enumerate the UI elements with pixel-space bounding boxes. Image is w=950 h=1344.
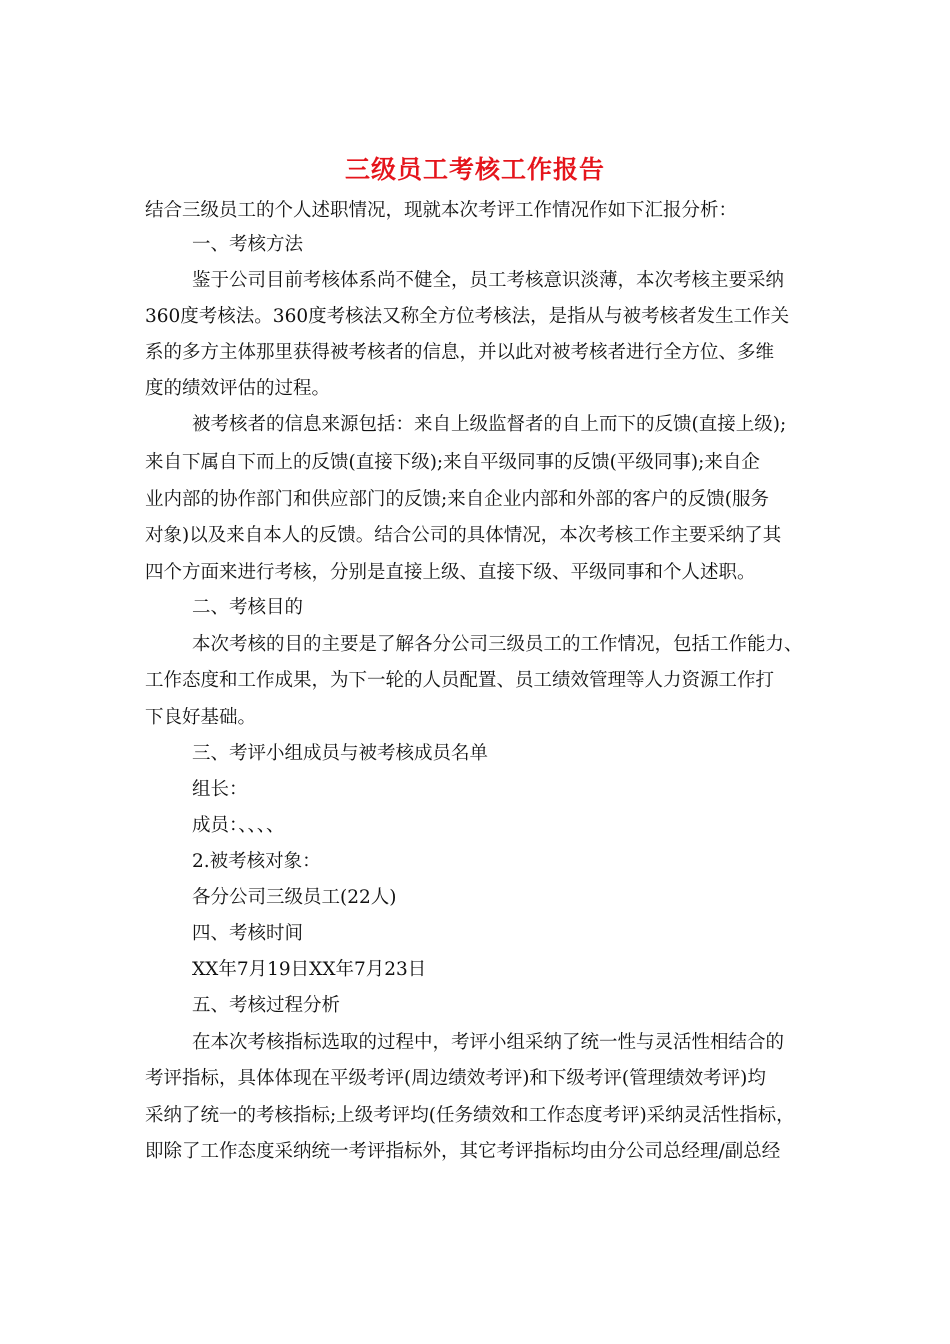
paragraph-line: 四个方面来进行考核，分别是直接上级、直接下级、平级同事和个人述职。 (145, 562, 756, 583)
paragraph-line: 即除了工作态度采纳统一考评指标外，其它考评指标均由分公司总经理/副总经 (145, 1141, 781, 1162)
paragraph-line: 考评指标，具体体现在平级考评(周边绩效考评)和下级考评(管理绩效考评)均 (145, 1068, 766, 1089)
paragraph-line: 对象)以及来自本人的反馈。结合公司的具体情况，本次考核工作主要采纳了其 (145, 525, 782, 546)
section-heading: 五、考核过程分析 (192, 995, 341, 1016)
section-heading: 四、考核时间 (192, 923, 304, 944)
paragraph-line: 被考核者的信息来源包括：来自上级监督者的自上而下的反馈(直接上级); (192, 414, 787, 435)
paragraph-line: 来自下属自下而上的反馈(直接下级);来自平级同事的反馈(平级同事);来自企 (145, 452, 760, 473)
section-heading: 二、考核目的 (192, 597, 304, 618)
paragraph-line: 度的绩效评估的过程。 (145, 378, 331, 399)
paragraph-line: 360度考核法。360度考核法又称全方位考核法，是指从与被考核者发生工作关 (145, 306, 790, 327)
paragraph-line: 采纳了统一的考核指标;上级考评均(任务绩效和工作态度考评)采纳灵活性指标， (145, 1105, 795, 1126)
paragraph-line: XX年7月19日XX年7月23日 (192, 959, 427, 980)
paragraph-line: 在本次考核指标选取的过程中，考评小组采纳了统一性与灵活性相结合的 (192, 1032, 785, 1053)
paragraph-line: 业内部的协作部门和供应部门的反馈;来自企业内部和外部的客户的反馈(服务 (145, 489, 769, 510)
section-heading: 三、考评小组成员与被考核成员名单 (192, 743, 489, 764)
paragraph-line: 系的多方主体那里获得被考核者的信息，并以此对被考核者进行全方位、多维 (145, 342, 775, 363)
paragraph-line: 工作态度和工作成果，为下一轮的人员配置、员工绩效管理等人力资源工作打 (145, 670, 775, 691)
paragraph-line: 组长： (192, 779, 248, 800)
paragraph-line: 下良好基础。 (145, 707, 257, 728)
document-title: 三级员工考核工作报告 (344, 155, 605, 184)
paragraph-line: 本次考核的目的主要是了解各分公司三级员工的工作情况，包括工作能力、 (192, 634, 803, 655)
section-heading: 一、考核方法 (192, 234, 304, 255)
paragraph-line: 2.被考核对象： (192, 851, 321, 872)
paragraph-line: 鉴于公司目前考核体系尚不健全，员工考核意识淡薄，本次考核主要采纳 (192, 270, 785, 291)
paragraph-line: 各分公司三级员工(22人) (192, 887, 397, 908)
paragraph-line: 结合三级员工的个人述职情况，现就本次考评工作情况作如下汇报分析： (145, 200, 738, 221)
paragraph-line: 成员：、、、、 (192, 815, 285, 836)
